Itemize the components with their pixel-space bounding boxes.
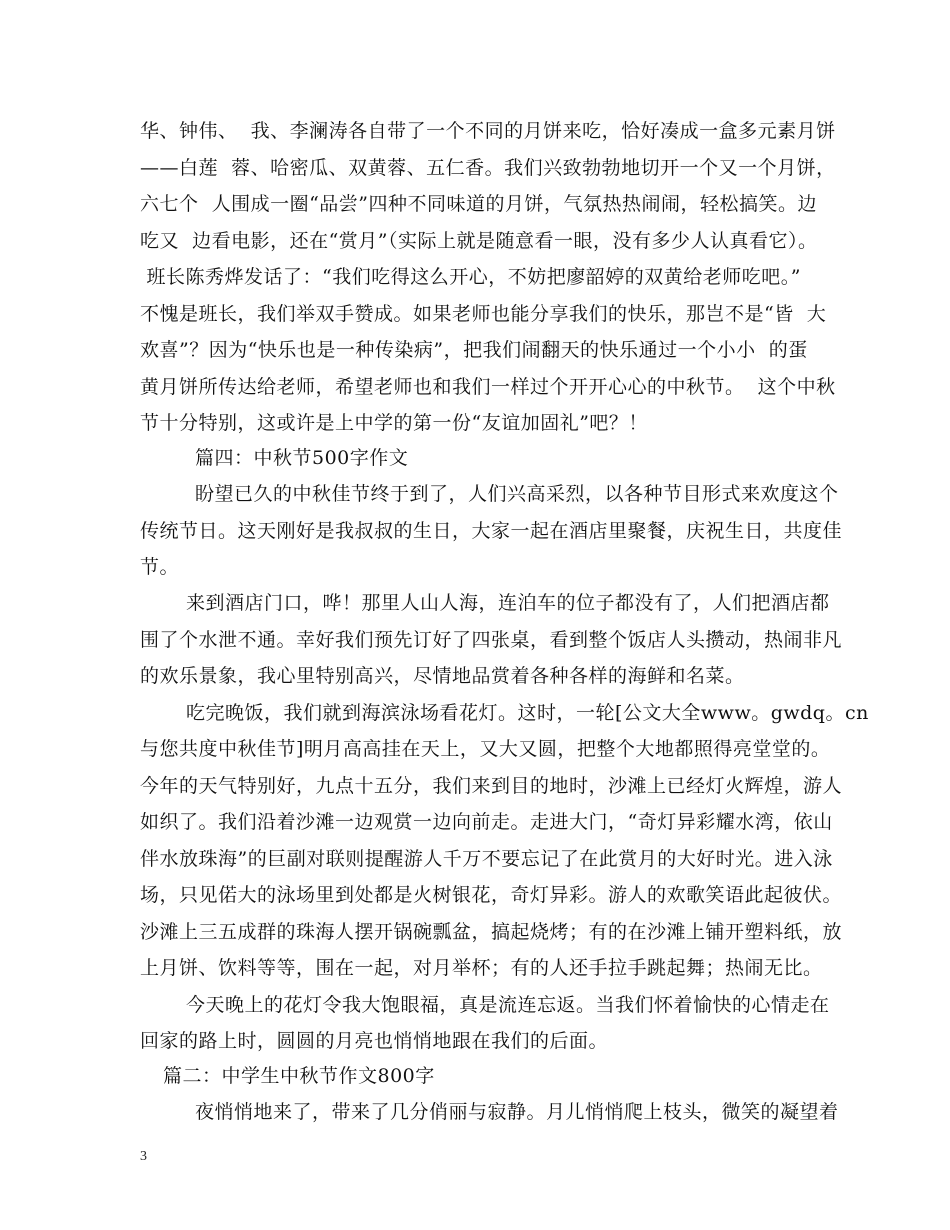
section-heading: 篇二：中学生中秋节作文800字 [163,1065,435,1087]
text-line: 华、钟伟、 我、李澜涛各自带了一个不同的月饼来吃，恰好凑成一盒多元素月饼 [140,120,836,142]
text-line: 今天晚上的花灯令我大饱眼福，真是流连忘返。当我们怀着愉快的心情走在 [186,994,830,1016]
text-line: 不愧是班长，我们举双手赞成。如果老师也能分享我们的快乐，那岂不是“皆 大 [140,303,827,325]
text-line: 的欢乐景象，我心里特别高兴，尽情地品赏着各种各样的海鲜和名菜。 [140,665,745,687]
text-line: 节。 [140,556,180,578]
text-line: 传统节日。这天刚好是我叔叔的生日，大家一起在酒店里聚餐，庆祝生日，共度佳 [140,520,843,542]
text-line: 伴水放珠海”的巨副对联则提醒游人千万不要忘记了在此赏月的大好时光。进入泳 [140,848,833,870]
text-line: 回家的路上时，圆圆的月亮也悄悄地跟在我们的后面。 [140,1030,609,1052]
page-number: 3 [140,1149,147,1164]
text-line: 六七个 人围成一圈“品尝”四种不同味道的月饼，气氛热热闹闹，轻松搞笑。边 [140,193,818,215]
text-line: 围了个水泄不通。幸好我们预先订好了四张桌，看到整个饭店人头攒动，热闹非凡 [140,629,843,651]
text-line: 上月饼、饮料等等，围在一起，对月举杯；有的人还手拉手跳起舞；热闹无比。 [140,957,823,979]
text-line: 场，只见偌大的泳场里到处都是火树银花，奇灯异彩。游人的欢歌笑语此起彼伏。 [140,884,843,906]
text-line: 盼望已久的中秋佳节终于到了，人们兴高采烈，以各种节目形式来欢度这个 [195,483,839,505]
text-line: 夜悄悄地来了，带来了几分俏丽与寂静。月儿悄悄爬上枝头，微笑的凝望着 [195,1101,839,1123]
text-line: ——白莲 蓉、哈密瓜、双黄蓉、五仁香。我们兴致勃勃地切开一个又一个月饼， [140,157,836,179]
text-line: 吃完晚饭，我们就到海滨泳场看花灯。这时，一轮[公文大全www。gwdq。cn [186,702,869,724]
text-line: 班长陈秀烨发话了：“我们吃得这么开心，不妨把廖韶婷的双黄给老师吃吧。” [140,266,801,288]
text-line: 吃又 边看电影，还在“赏月”（实际上就是随意看一眼，没有多少人认真看它）。 [140,230,818,252]
text-line: 节十分特别，这或许是上中学的第一份“友谊加固礼”吧？！ [140,412,648,434]
section-heading: 篇四：中秋节500字作文 [195,447,409,469]
text-line: 欢喜”？因为“快乐也是一种传染病”，把我们闹翻天的快乐通过一个小小 的蛋 [140,339,808,361]
text-line: 沙滩上三五成群的珠海人摆开锅碗瓢盆，搞起烧烤；有的在沙滩上铺开塑料纸，放 [140,921,843,943]
text-line: 来到酒店门口，哗！那里人山人海，连泊车的位子都没有了，人们把酒店都 [186,592,830,614]
text-line: 今年的天气特别好，九点十五分，我们来到目的地时，沙滩上已经灯火辉煌，游人 [140,775,843,797]
text-line: 与您共度中秋佳节]明月高高挂在天上，又大又圆，把整个大地都照得亮堂堂的。 [140,738,831,760]
text-line: 如织了。我们沿着沙滩一边观赏一边向前走。走进大门，“奇灯异彩耀水湾，依山 [140,811,833,833]
text-line: 黄月饼所传达给老师，希望老师也和我们一样过个开开心心的中秋节。 这个中秋 [140,376,836,398]
